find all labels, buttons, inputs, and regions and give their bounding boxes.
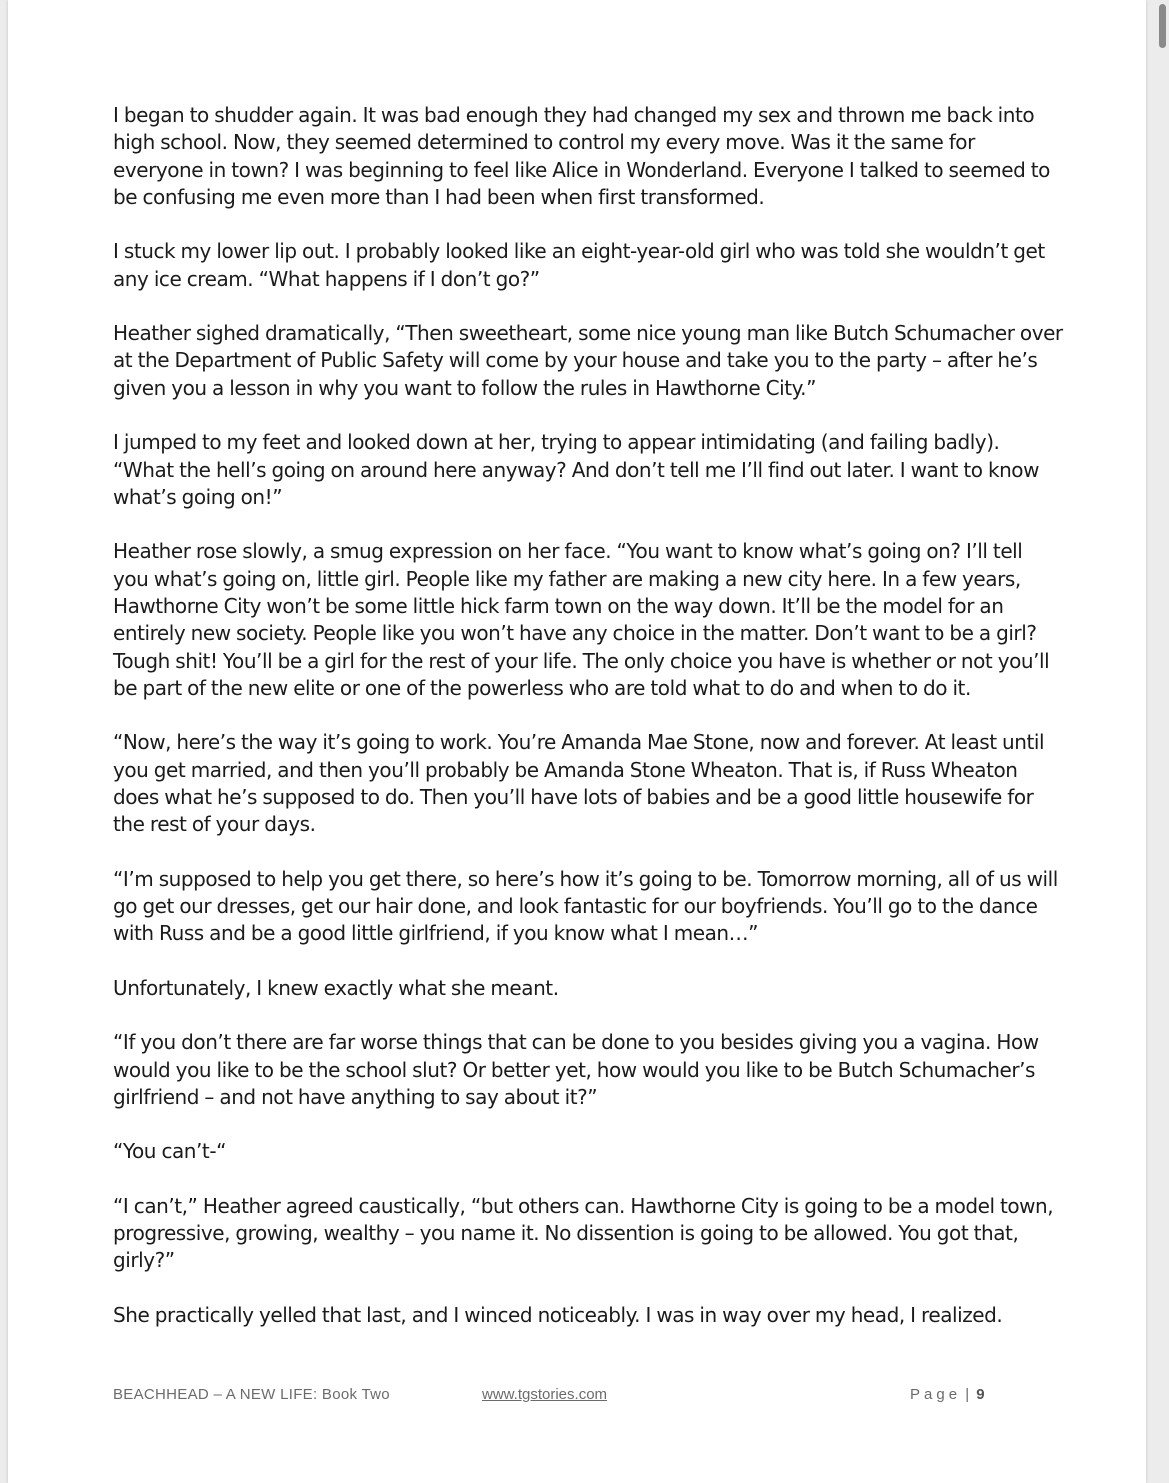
paragraph: I stuck my lower lip out. I probably looked like an eight-year-old girl who was told she wouldn’t get any ice cream. “What happens if I don’t go?” <box>113 239 1045 291</box>
paragraph: “You can’t-“ <box>113 1139 226 1164</box>
footer-website-link[interactable]: www.tgstories.com <box>482 1386 608 1403</box>
paragraph: I jumped to my feet and looked down at her, trying to appear intimidating (and failing badly). “What the hell’s going on around here anyway? And don’t tell me I’ll find out later. I want to know what’s going on!” <box>113 430 1039 509</box>
footer-book-title: BEACHHEAD – A NEW LIFE: Book Two <box>113 1386 390 1403</box>
page-separator: | <box>965 1386 970 1403</box>
page-footer <box>8 1386 1146 1408</box>
page-body <box>113 102 1063 1356</box>
page-number-value: 9 <box>976 1386 985 1403</box>
paragraph: Heather sighed dramatically, “Then sweetheart, some nice young man like Butch Schumacher over at the Department of Public Safety will come by your house and take you to the party – after he’s given you a lesson in why you want to follow the rules in Hawthorne City.” <box>113 321 1063 400</box>
paragraph: She practically yelled that last, and I winced noticeably. I was in way over my head, I realized. <box>113 1302 1003 1327</box>
paragraph: Unfortunately, I knew exactly what she meant. <box>113 975 559 1000</box>
scrollbar-thumb[interactable] <box>1159 4 1166 48</box>
page-label: Page <box>910 1386 962 1403</box>
paragraph: “I can’t,” Heather agreed caustically, “but others can. Hawthorne City is going to be a model town, progressive, growing, wealthy – you name it. No dissention is going to be allowed. You got that, girly?” <box>113 1193 1054 1273</box>
document-page <box>8 0 1146 1483</box>
paragraph: “If you don’t there are far worse things that can be done to you besides giving you a vagina. How would you like to be the school slut? Or better yet, how would you like to be Butch Schumacher’s girlfriend – and not have anything to say about it?” <box>113 1030 1039 1109</box>
paragraph: I began to shudder again. It was bad enough they had changed my sex and thrown me back into high school. Now, they seemed determined to control my every move. Was it the same for everyone in town? I was beginning to feel like Alice in Wonderland. Everyone I talked to seemed to be confusing me even more than I had been when first transformed. <box>113 103 1050 209</box>
paragraph: Heather rose slowly, a smug expression on her face. “You want to know what’s going on? I’ll tell you what’s going on, little girl. People like my father are making a new city here. In a few years, Hawthorne City won’t be some little hick farm town on the way down. It’ll be the model for an entirely new society. People like you won’t have any choice in the matter. Don’t want to be a girl? Tough shit! You’ll be a girl for the rest of your life. The only choice you have is whether or not you’ll be part of the new elite or one of the powerless who are told what to do and when to do it. <box>113 539 1050 700</box>
vertical-scrollbar[interactable] <box>1155 0 1169 1483</box>
footer-page-number <box>910 1386 985 1403</box>
paragraph: “I’m supposed to help you get there, so here’s how it’s going to be. Tomorrow morning, all of us will go get our dresses, get our hair done, and look fantastic for our boyfriends. You’ll go to the dance with Russ and be a good little girlfriend, if you know what I mean…” <box>113 866 1058 946</box>
paragraph: “Now, here’s the way it’s going to work. You’re Amanda Mae Stone, now and forever. At least until you get married, and then you’ll probably be Amanda Stone Wheaton. That is, if Russ Wheaton does what he’s supposed to do. Then you’ll have lots of babies and be a good little housewife for the rest of your days. <box>113 730 1045 837</box>
